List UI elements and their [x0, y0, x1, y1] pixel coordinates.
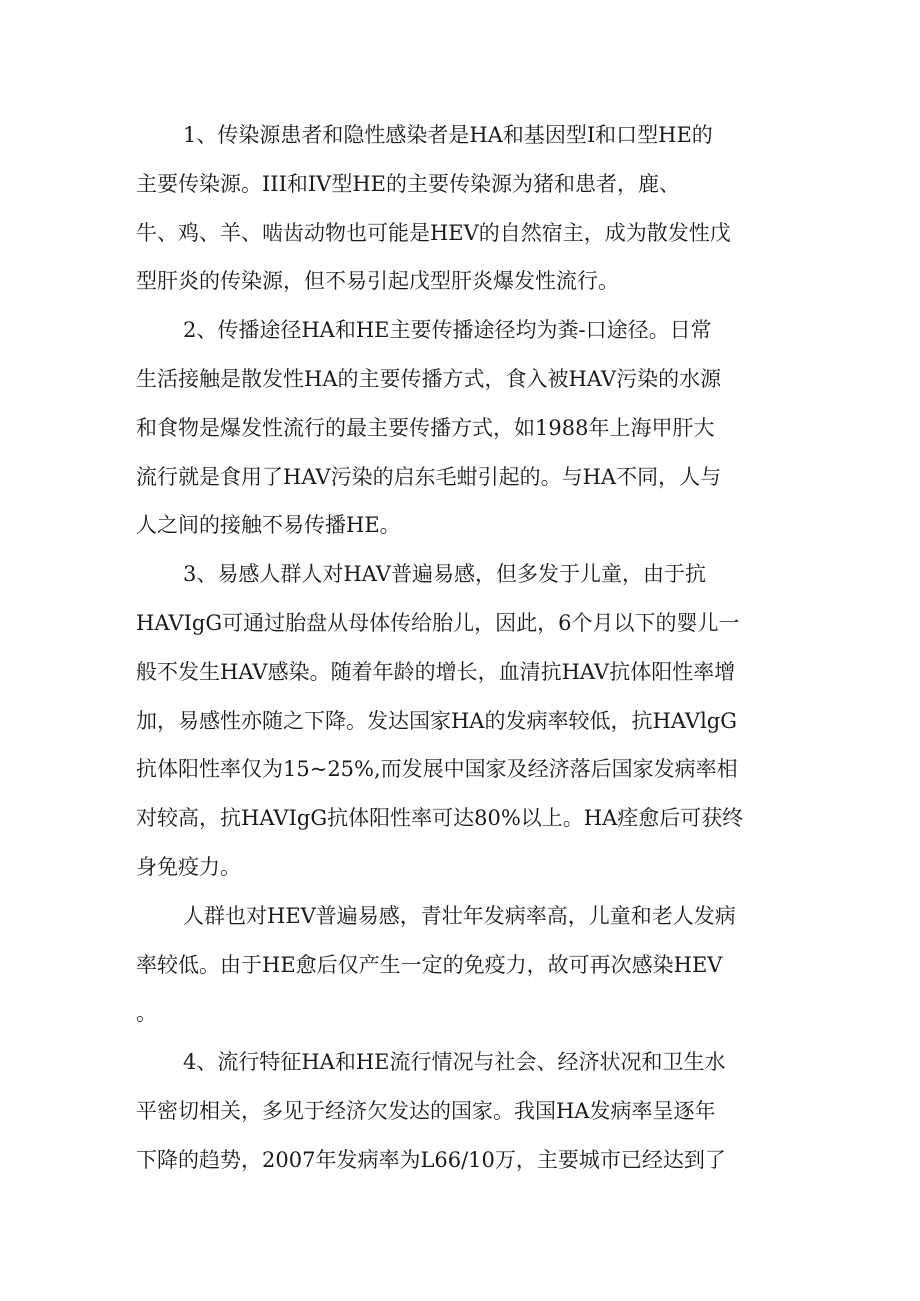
text-line: 下降的趋势，2007年发病率为L66/10万，主要城市已经达到了: [136, 1147, 726, 1172]
text-line: 般不发生HAV感染。随着年龄的增长，血清抗HAV抗体阳性率增: [136, 659, 736, 684]
text-line: 1、传染源患者和隐性感染者是HA和基因型Ⅰ和口型HE的: [183, 123, 713, 147]
text-line: 率较低。由于HE愈后仅产生一定的免疫力，故可再次感染HEV: [136, 952, 723, 977]
text-line: 和食物是爆发性流行的最主要传播方式，如1988年上海甲肝大: [136, 415, 715, 440]
text-line: 对较高，抗HAVIgG抗体阳性率可达80%以上。HA痊愈后可获终: [136, 806, 744, 831]
text-line: 抗体阳性率仅为15~25%,而发展中国家及经济落后国家发病率相: [136, 757, 738, 782]
text-line: 人之间的接触不易传播HE。: [136, 513, 401, 538]
text-line: 4、流行特征HA和HE流行情况与社会、经济状况和卫生水: [183, 1050, 726, 1075]
paragraph-infection-source: [136, 111, 792, 306]
text-line: 人群也对HEV普遍易感，青壮年发病率高，儿童和老人发病: [183, 903, 736, 928]
text-line: 2、传播途径HA和HE主要传播途径均为粪-口途径。日常: [183, 318, 712, 343]
text-line: 生活接触是散发性HA的主要传播方式，食入被HAV污染的水源: [136, 366, 722, 391]
paragraph-epidemic-features: [136, 1038, 792, 1184]
paragraph-susceptible-population: [136, 550, 792, 892]
text-line: 平密切相关，多见于经济欠发达的国家。我国HA发病率呈逐年: [136, 1098, 716, 1123]
text-line: 。: [136, 1001, 157, 1026]
text-line: 牛、鸡、羊、啮齿动物也可能是HEV的自然宿主，成为散发性戊: [136, 220, 731, 245]
paragraph-transmission-route: [136, 306, 792, 550]
text-line: 3、易感人群人对HAV普遍易感，但多发于儿童，由于抗: [183, 562, 706, 587]
text-line: 加，易感性亦随之下降。发达国家HA的发病率较低，抗HAVlgG: [136, 708, 738, 733]
text-line: HAVIgG可通过胎盘从母体传给胎儿，因此，6个月以下的婴儿一: [136, 610, 740, 635]
paragraph-hev-susceptibility: [136, 892, 792, 1038]
text-line: 主要传染源。III和IV型HE的主要传染源为猪和患者，鹿、: [136, 171, 680, 196]
text-line: 型肝炎的传染源，但不易引起戊型肝炎爆发性流行。: [136, 269, 619, 294]
text-line: 身免疫力。: [136, 854, 241, 879]
text-line: 流行就是食用了HAV污染的启东毛蚶引起的。与HA不同，人与: [136, 464, 722, 489]
